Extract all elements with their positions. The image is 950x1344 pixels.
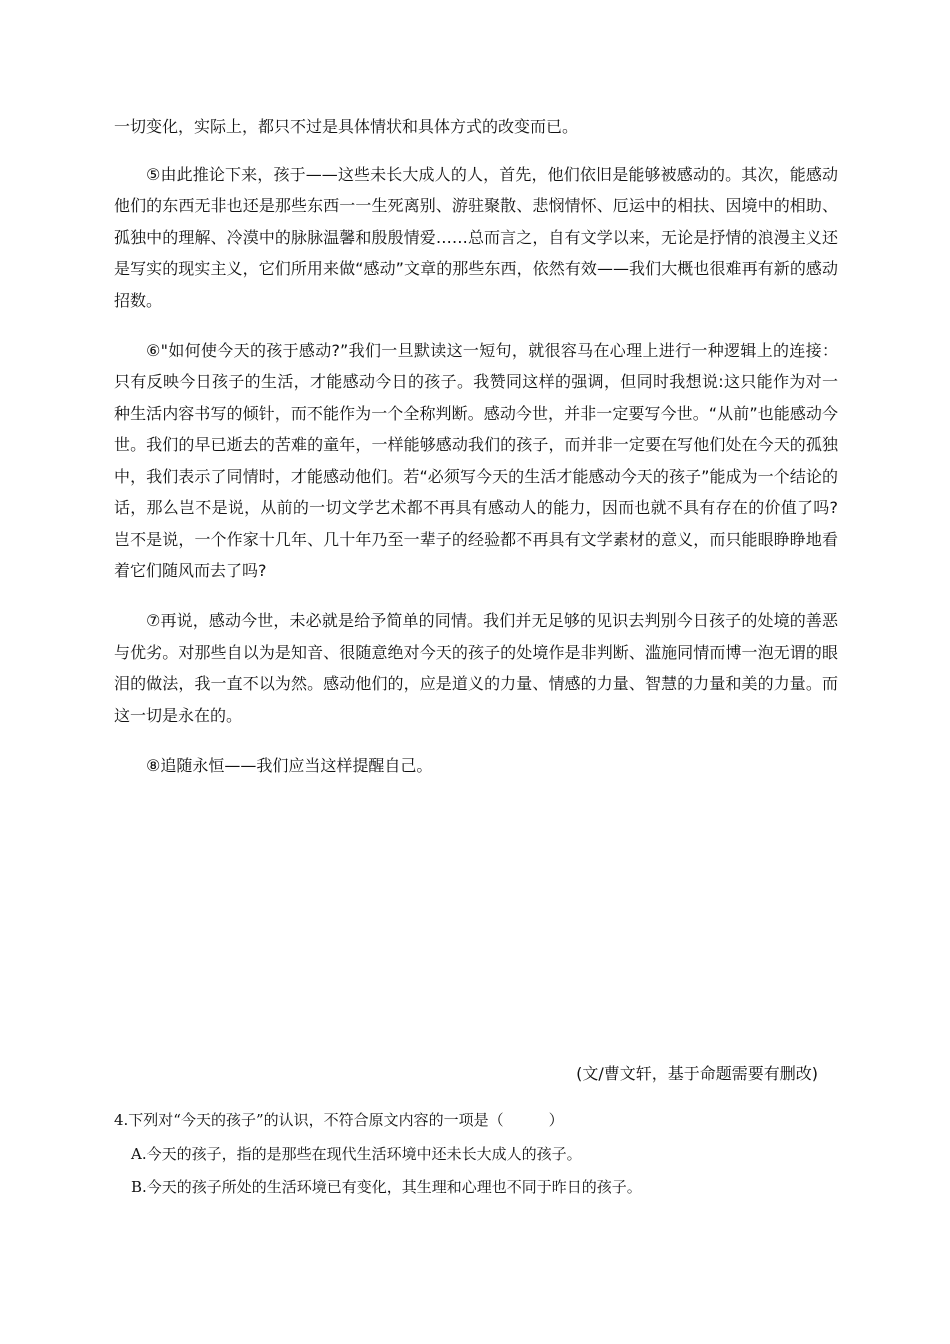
paragraph-7: ⑦再说，感动今世，未必就是给予简单的同情。我们并无足够的见识去判别今日孩子的处境的善恶与优劣。对那些自以为是知音、很随意绝对今天的孩子的处境作是非判断、滥施同情而博一泡无谓的眼泪的做法，我一直不以为然。感动他们的，应是道义的力量、情感的力量、智慧的力量和美的力量。而这一切是永在的。: [114, 611, 838, 725]
paragraph-5: ⑤由此推论下来，孩于——这些未长大成人的人，首先，他们依旧是能够被感动的。其次，能感动他们的东西无非也还是那些东西一一生死离别、游驻聚散、悲悯情怀、厄运中的相扶、因境中的相助、孤独中的理解、冷漠中的脉脉温馨和殷殷情爱……总而言之，自有文学以来，无论是抒情的浪漫主义还是写实的现实主义，它们所用来做“感动”文章的那些东西，依然有效——我们大概也很难再有新的感动招数。: [114, 164, 838, 310]
paragraph-6: ⑥"如何使今天的孩于感动?”我们一旦默读这一短句，就很容马在心理上进行一种逻辑上的连接：只有反映今日孩子的生活，才能感动今日的孩子。我赞同这样的强调，但同时我想说:这只能作为对一种生活内容书写的倾针，而不能作为一个全称判断。感动今世，并非一定要写今世。“从前”也能感动今世。我们的早已逝去的苦难的童年，一样能够感动我们的孩子，而并非一定要在写他们处在今天的孤独中，我们表示了同情时，才能感动他们。若“必须写今天的生活才能感动今天的孩子”能成为一个结论的话，那么岂不是说，从前的一切文学艺术都不再具有感动人的能力，因而也就不具有存在的价值了吗?岂不是说，一个作家十几年、几十年乃至一辈子的经验都不再具有文学素材的意义，而只能眼睁睁地看着它们随风而去了吗?: [114, 340, 838, 580]
article-source: (文/曹文轩，基于命题需要有删改): [576, 1064, 818, 1083]
option-a: A.今天的孩子，指的是那些在现代生活环境中还未长大成人的孩子。: [131, 1145, 582, 1163]
question-4: [114, 1106, 838, 1206]
paragraph-continued: 一切变化，实际上，都只不过是具体情状和具体方式的改变而已。: [114, 117, 579, 136]
option-b: B.今天的孩子所处的生活环境已有变化，其生理和心理也不同于昨日的孩子。: [131, 1178, 642, 1196]
question-stem: 4.下列对“今天的孩子”的认识，不符合原文内容的一项是（ ）: [114, 1111, 564, 1129]
paragraph-8: ⑧追随永恒——我们应当这样提醒自己。: [146, 755, 433, 775]
article-body: [114, 111, 838, 800]
